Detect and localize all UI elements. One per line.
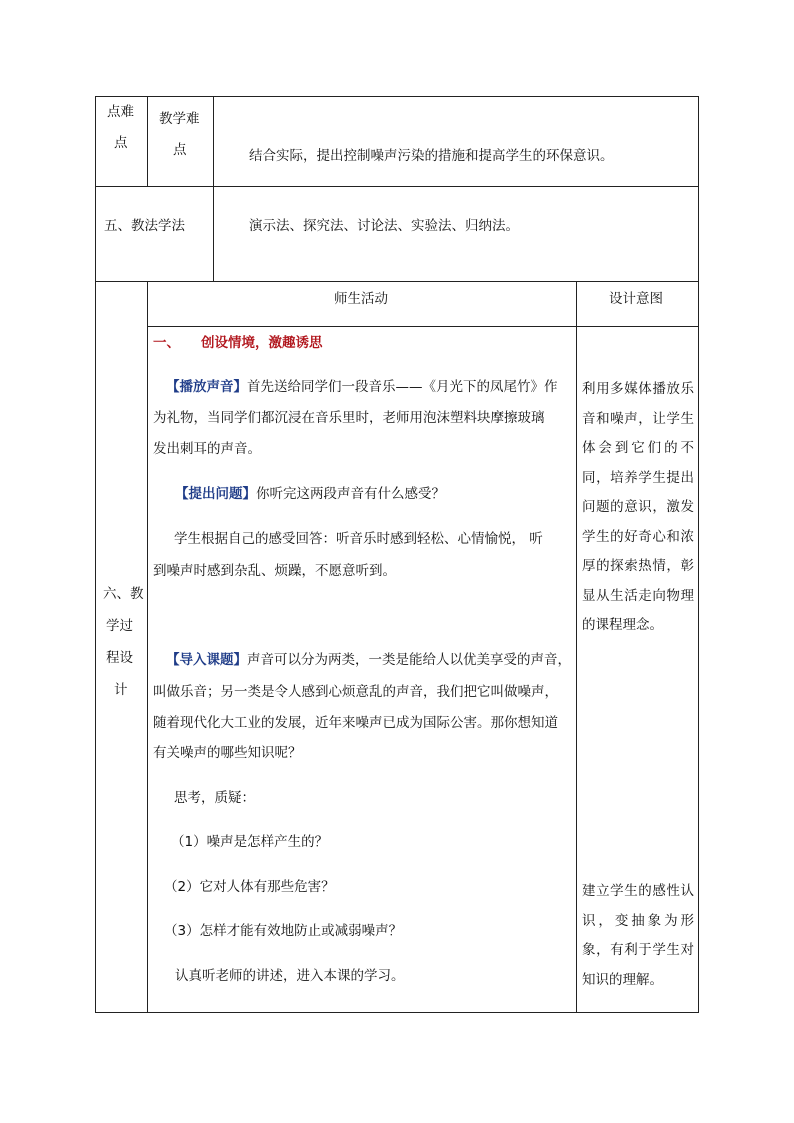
table-border-top [95, 96, 699, 97]
row-divider-2 [95, 281, 699, 282]
row-divider-1 [95, 186, 699, 187]
row1-sublabel-line1: 教学难 [159, 111, 200, 127]
paragraph-answer-line2: 到噪声时感到杂乱、烦躁，不愿意听到。 [153, 563, 396, 579]
paragraph-play-sound-line3: 发出刺耳的声音。 [153, 441, 261, 457]
paragraph-intro-line3: 随着现代化大工业的发展，近年来噪声已成为国际公害。那你想知道 [153, 715, 558, 731]
methods-text: 演示法、探究法、讨论法、实验法、归纳法。 [249, 218, 519, 234]
paragraph-play-sound-line2: 为礼物，当同学们都沉浸在音乐里时，老师用泡沫塑料块摩擦玻璃 [153, 410, 545, 426]
header-intent: 设计意图 [609, 291, 663, 307]
row1-sublabel-line2: 点 [173, 142, 187, 158]
section-number: 一、 [153, 335, 180, 351]
paragraph-intro-line4: 有关噪声的哪些知识呢？ [153, 745, 302, 761]
section-title: 创设情境，激趣诱思 [201, 335, 323, 351]
paragraph-intro-line1: 【导入课题】声音可以分为两类，一类是能给人以优美享受的声音， [166, 652, 571, 668]
process-label-line4: 计 [114, 682, 128, 698]
col-divider-row3-a [147, 281, 148, 1012]
col-divider-row1-a [147, 96, 148, 186]
design-intent-1: 利用多媒体播放乐音和噪声，让学生体会到它们的不同，培养学生提出问题的意识，激发学生的好奇心和浓厚的探索热情，彰显从生活走向物理的课程理念。 [582, 381, 694, 633]
think-question-label: 思考，质疑： [174, 790, 255, 806]
header-activity: 师生活动 [334, 291, 388, 307]
methods-label: 五、教法学法 [104, 218, 185, 234]
paragraph-answer-line1: 学生根据自己的感受回答：听音乐时感到轻松、心情愉悦， 听 [174, 531, 543, 547]
question-3: （3）怎样才能有效地防止或减弱噪声？ [164, 923, 403, 939]
tag-intro-topic: 【导入课题】 [166, 652, 247, 668]
tag-play-sound: 【播放声音】 [166, 379, 247, 395]
process-label-line2: 学过 [106, 618, 133, 634]
listen-text: 认真听老师的讲述，进入本课的学习。 [175, 968, 405, 984]
teaching-difficulty-text: 结合实际，提出控制噪声污染的措施和提高学生的环保意识。 [249, 148, 614, 164]
table-border-bottom [95, 1012, 699, 1013]
question-1: （1）噪声是怎样产生的？ [171, 834, 329, 850]
paragraph-intro-line2: 叫做乐音；另一类是令人感到心烦意乱的声音，我们把它叫做噪声， [153, 684, 558, 700]
question-2: （2）它对人体有那些危害？ [164, 879, 335, 895]
process-label-line1: 六、教 [103, 586, 144, 602]
table-border-left [95, 96, 96, 1013]
row1-label-line1: 点难 [107, 104, 134, 120]
paragraph-ask-question: 【提出问题】你听完这两段声音有什么感受？ [175, 486, 445, 502]
table-border-right [698, 96, 699, 1013]
tag-ask-question: 【提出问题】 [175, 486, 256, 502]
header-divider [147, 326, 699, 327]
paragraph-play-sound-line1: 【播放声音】首先送给同学们一段音乐——《月光下的凤尾竹》作 [166, 379, 558, 395]
design-intent-2: 建立学生的感性认识，变抽象为形象，有利于学生对知识的理解。 [582, 883, 694, 988]
col-divider-row1-b [213, 96, 214, 281]
col-divider-row3-b [576, 281, 577, 1012]
row1-label-line2: 点 [114, 135, 128, 151]
process-label-line3: 程设 [106, 650, 133, 666]
